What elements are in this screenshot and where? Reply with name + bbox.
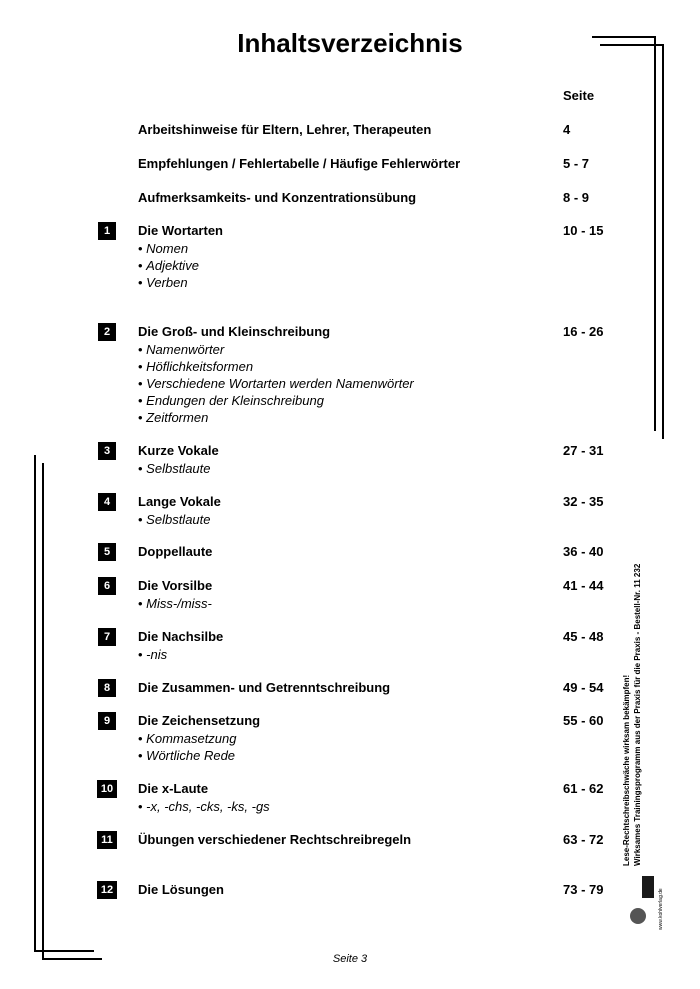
chapter-number-badge: 1: [98, 222, 116, 240]
frame-left-line-inner: [42, 463, 44, 958]
subtopic-item: • -nis: [138, 646, 167, 663]
side-text-line1: Lese-Rechtschreibschwäche wirksam bekämpfen!: [622, 674, 631, 866]
chapter-subtopics: [138, 460, 211, 477]
subtopic-item: • Wörtliche Rede: [138, 747, 237, 764]
subtopic-item: • Selbstlaute: [138, 511, 211, 528]
chapter-pages: 73 - 79: [563, 882, 604, 897]
chapter-pages: 41 - 44: [563, 578, 604, 593]
chapter-title: Die Groß- und Kleinschreibung: [138, 324, 331, 339]
chapter-number-badge: 12: [97, 881, 117, 899]
publisher-logo-mark: [642, 876, 654, 898]
subtopic-item: • Nomen: [138, 240, 199, 257]
subtopic-item: • Adjektive: [138, 257, 199, 274]
publisher-logo: [628, 870, 668, 930]
subtopic-item: • Miss-/miss-: [138, 595, 212, 612]
frame-left-line: [34, 455, 36, 950]
chapter-pages: 27 - 31: [563, 443, 604, 458]
chapter-title: Die Zusammen- und Getrenntschreibung: [138, 680, 391, 695]
side-text-line2: Wirksames Trainingsprogramm aus der Praxis für die Praxis - Bestell-Nr. 11 232: [633, 563, 642, 866]
chapter-subtopics: [138, 730, 237, 764]
chapter-title: Übungen verschiedener Rechtschreibregeln: [138, 832, 412, 847]
subtopic-item: • Zeitformen: [138, 409, 414, 426]
page-title: Inhaltsverzeichnis: [237, 28, 463, 58]
chapter-pages: 55 - 60: [563, 713, 604, 728]
toc-entry-title: Empfehlungen / Fehlertabelle / Häufige Fehlerwörter: [138, 156, 461, 171]
chapter-subtopics: [138, 240, 199, 291]
frame-top-right-inner: [600, 44, 662, 46]
subtopic-item: • Verben: [138, 274, 199, 291]
chapter-number-badge: 3: [98, 442, 116, 460]
subtopic-item: • Verschiedene Wortarten werden Namenwörter: [138, 375, 414, 392]
chapter-title: Die Nachsilbe: [138, 629, 224, 644]
toc-entry-title: Arbeitshinweise für Eltern, Lehrer, Therapeuten: [138, 122, 432, 137]
chapter-title: Doppellaute: [138, 544, 213, 559]
chapter-title: Die Lösungen: [138, 882, 224, 897]
toc-entry-title: Aufmerksamkeits- und Konzentrationsübung: [138, 190, 417, 205]
publisher-url: www.kohlverlag.de: [658, 888, 664, 930]
chapter-title: Die x-Laute: [138, 781, 209, 796]
chapter-number-badge: 2: [98, 323, 116, 341]
chapter-number-badge: 6: [98, 577, 116, 595]
toc-entry-pages: 8 - 9: [563, 190, 590, 205]
frame-top-right: [592, 36, 654, 38]
frame-bottom-left: [34, 950, 94, 952]
subtopic-item: • Kommasetzung: [138, 730, 237, 747]
chapter-title: Die Vorsilbe: [138, 578, 213, 593]
publisher-logo-figure: [630, 908, 646, 924]
chapter-subtopics: [138, 341, 414, 426]
chapter-subtopics: [138, 511, 211, 528]
chapter-number-badge: 4: [98, 493, 116, 511]
chapter-title: Die Zeichensetzung: [138, 713, 261, 728]
chapter-subtopics: [138, 595, 212, 612]
subtopic-item: • Selbstlaute: [138, 460, 211, 477]
subtopic-item: • -x, -chs, -cks, -ks, -gs: [138, 798, 270, 815]
chapter-pages: 63 - 72: [563, 832, 604, 847]
chapter-pages: 36 - 40: [563, 544, 604, 559]
chapter-number-badge: 11: [97, 831, 117, 849]
chapter-pages: 45 - 48: [563, 629, 604, 644]
chapter-number-badge: 10: [97, 780, 117, 798]
page-column-header: Seite: [563, 88, 595, 103]
page-number: Seite 3: [332, 953, 368, 965]
chapter-pages: 16 - 26: [563, 324, 604, 339]
chapter-title: Kurze Vokale: [138, 443, 219, 458]
subtopic-item: • Höflichkeitsformen: [138, 358, 414, 375]
chapter-subtopics: [138, 646, 167, 663]
chapter-subtopics: [138, 798, 270, 815]
chapter-number-badge: 8: [98, 679, 116, 697]
chapter-number-badge: 9: [98, 712, 116, 730]
chapter-pages: 49 - 54: [563, 680, 604, 695]
subtopic-item: • Endungen der Kleinschreibung: [138, 392, 414, 409]
toc-entry-pages: 4: [563, 122, 571, 137]
toc-entry-pages: 5 - 7: [563, 156, 590, 171]
chapter-number-badge: 5: [98, 543, 116, 561]
subtopic-item: • Namenwörter: [138, 341, 414, 358]
frame-right-line-inner: [662, 44, 664, 439]
chapter-title: Die Wortarten: [138, 223, 223, 238]
chapter-number-badge: 7: [98, 628, 116, 646]
chapter-title: Lange Vokale: [138, 494, 221, 509]
frame-right-line: [654, 36, 656, 431]
chapter-pages: 10 - 15: [563, 223, 604, 238]
chapter-pages: 32 - 35: [563, 494, 604, 509]
chapter-pages: 61 - 62: [563, 781, 604, 796]
